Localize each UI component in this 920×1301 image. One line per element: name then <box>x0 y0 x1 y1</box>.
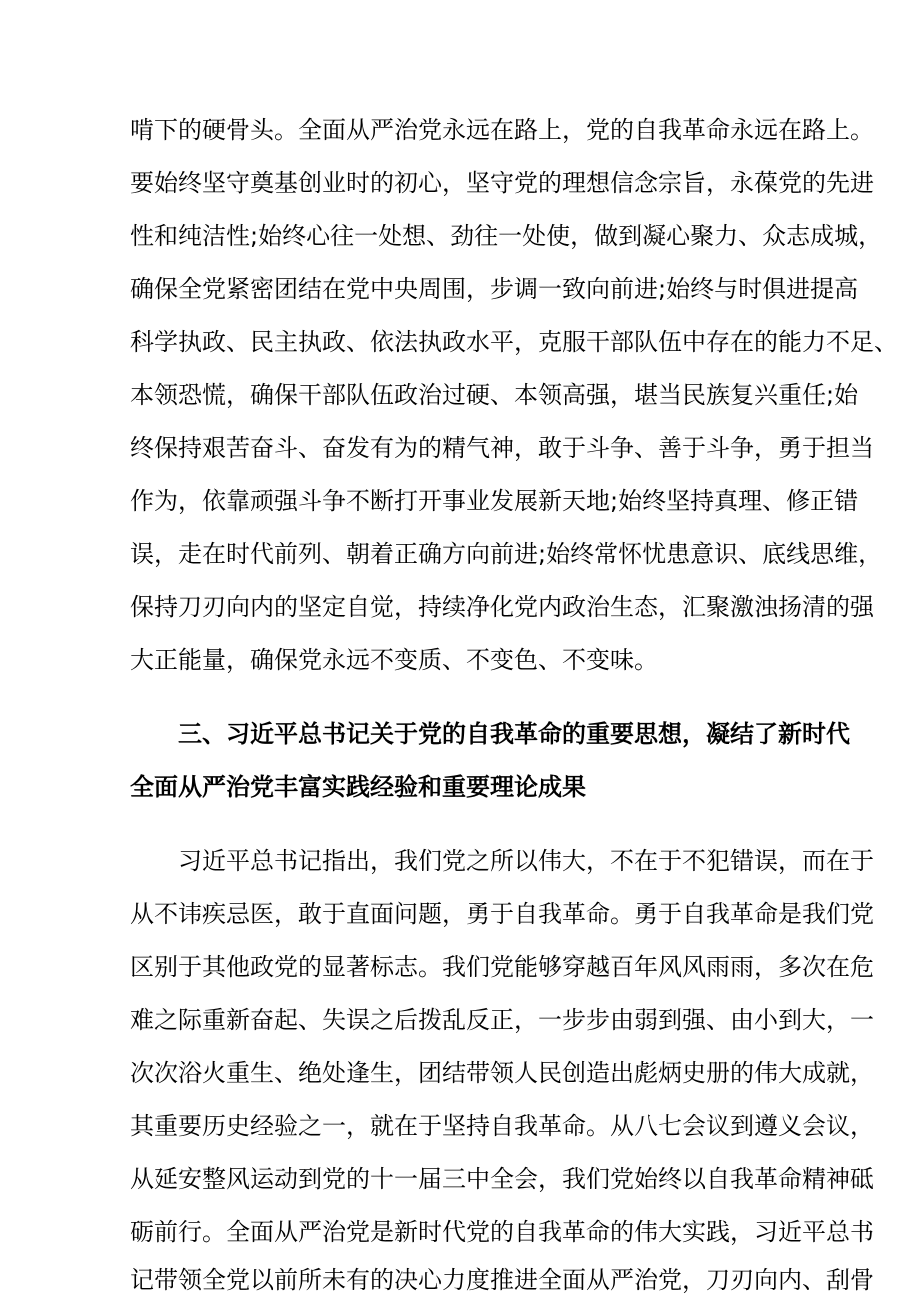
text-line: 啃下的硬骨头。全面从严治党永远在路上，党的自我革命永远在路上。 <box>130 116 874 144</box>
text-line: 确保全党紧密团结在党中央周围，步调一致向前进;始终与时俱进提高 <box>130 275 859 303</box>
text-line: 科学执政、民主执政、依法执政水平，克服干部队伍中存在的能力不足、 <box>130 328 898 356</box>
heading-line: 三、习近平总书记关于党的自我革命的重要思想，凝结了新时代 <box>178 720 850 748</box>
text-line: 本领恐慌，确保干部队伍政治过硬、本领高强，堪当民族复兴重任;始 <box>130 381 859 409</box>
text-line: 记带领全党以前所未有的决心力度推进全面从严治党，刀刃向内、刮骨 <box>130 1266 874 1294</box>
text-line: 从不讳疾忌医，敢于直面问题，勇于自我革命。勇于自我革命是我们党 <box>130 900 874 928</box>
text-line: 终保持艰苦奋斗、奋发有为的精气神，敢于斗争、善于斗争，勇于担当 <box>130 434 874 462</box>
text-line: 大正能量，确保党永远不变质、不变色、不变味。 <box>130 646 658 674</box>
text-line: 砺前行。全面从严治党是新时代党的自我革命的伟大实践，习近平总书 <box>130 1218 874 1246</box>
text-line: 次次浴火重生、绝处逢生，团结带领人民创造出彪炳史册的伟大成就， <box>130 1059 874 1087</box>
text-line: 其重要历史经验之一，就在于坚持自我革命。从八七会议到遵义会议， <box>130 1112 874 1140</box>
text-line: 区别于其他政党的显著标志。我们党能够穿越百年风风雨雨，多次在危 <box>130 953 874 981</box>
text-line: 性和纯洁性;始终心往一处想、劲往一处使，做到凝心聚力、众志成城， <box>130 222 883 250</box>
text-line: 习近平总书记指出，我们党之所以伟大，不在于不犯错误，而在于 <box>178 847 874 875</box>
text-line: 作为，依靠顽强斗争不断打开事业发展新天地;始终坚持真理、修正错 <box>130 487 859 515</box>
heading-line: 全面从严治党丰富实践经验和重要理论成果 <box>130 773 586 801</box>
text-line: 难之际重新奋起、失误之后拨乱反正，一步步由弱到强、由小到大，一 <box>130 1006 874 1034</box>
text-line: 保持刀刃向内的坚定自觉，持续净化党内政治生态，汇聚激浊扬清的强 <box>130 593 874 621</box>
text-line: 要始终坚守奠基创业时的初心，坚守党的理想信念宗旨，永葆党的先进 <box>130 169 874 197</box>
text-line: 从延安整风运动到党的十一届三中全会，我们党始终以自我革命精神砥 <box>130 1165 874 1193</box>
text-line: 误，走在时代前列、朝着正确方向前进;始终常怀忧患意识、底线思维， <box>130 540 883 568</box>
